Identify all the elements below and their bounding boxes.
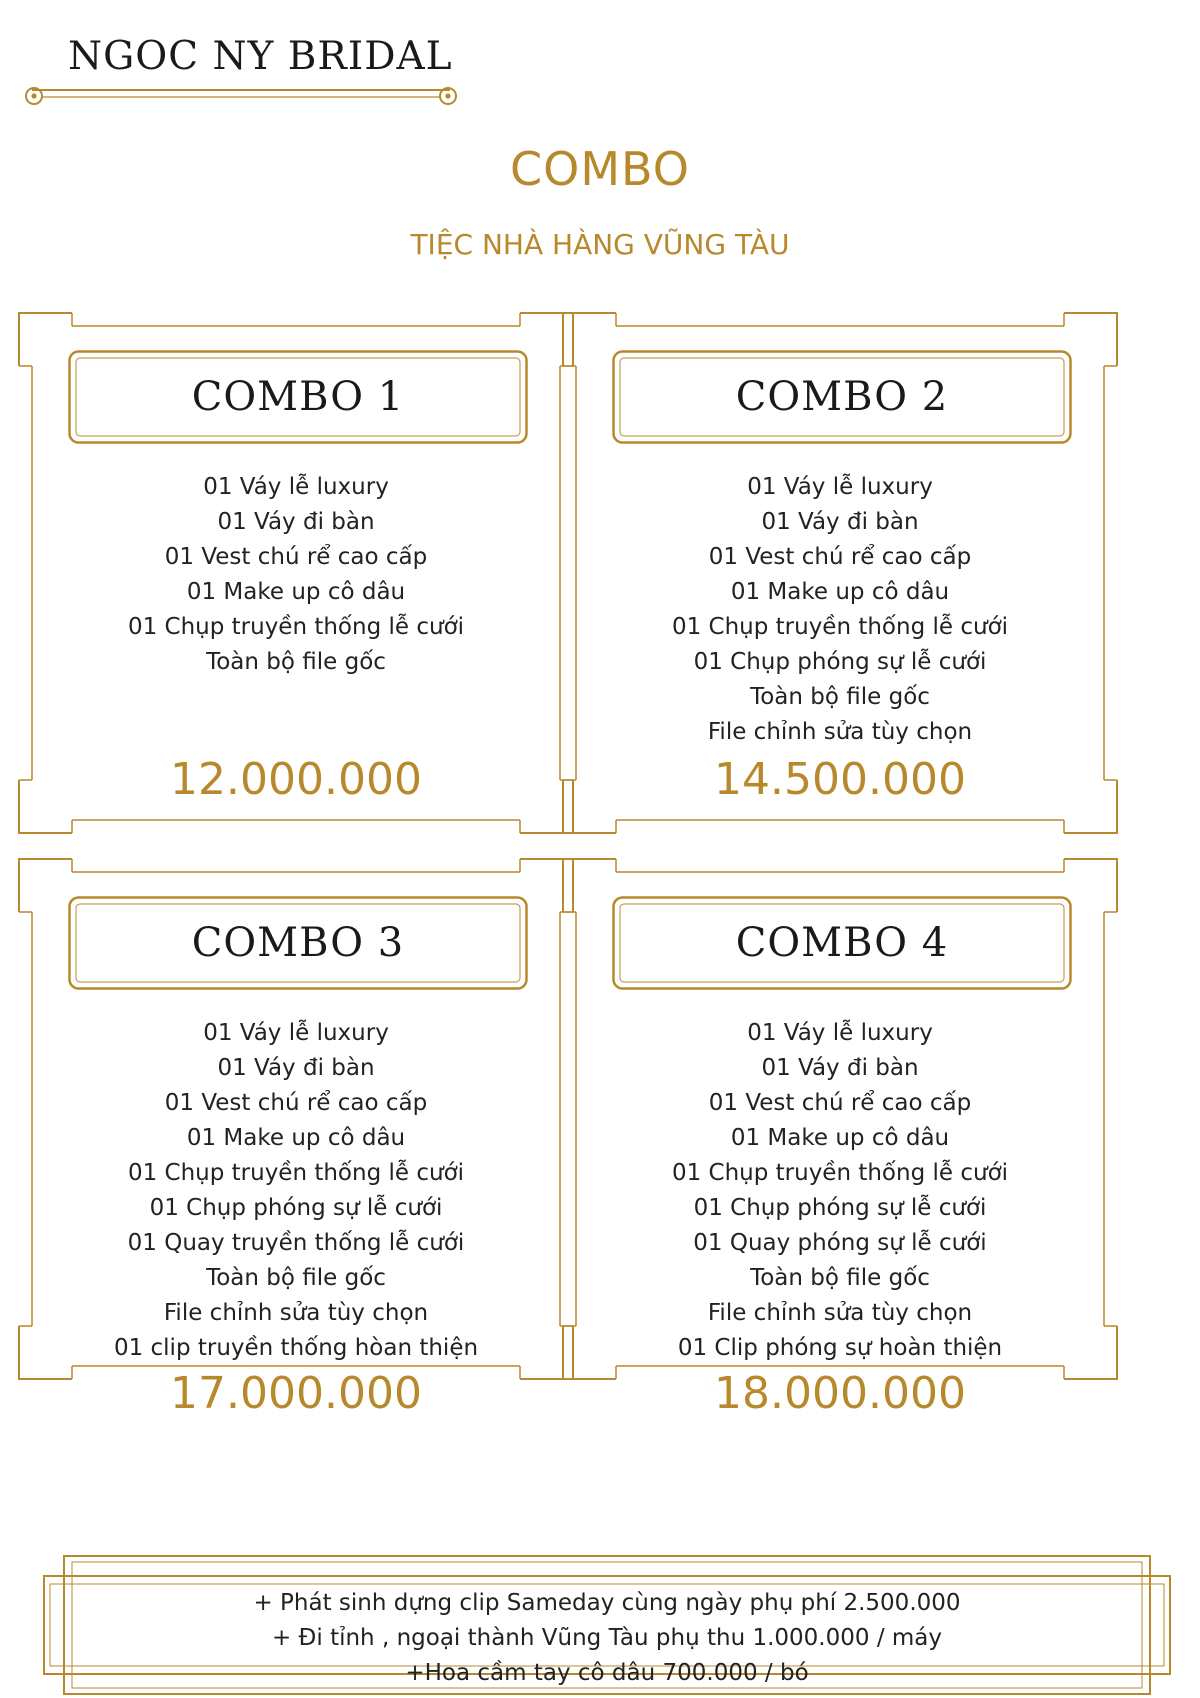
combo-item: 01 Váy đi bàn bbox=[217, 509, 375, 535]
combo-card-1 bbox=[18, 312, 574, 880]
combo-item: 01 Chụp truyền thống lễ cưới bbox=[671, 1160, 1009, 1186]
combo-item: 01 Váy đi bàn bbox=[217, 1055, 375, 1081]
combo-item: 01 Váy đi bàn bbox=[761, 509, 919, 535]
combo-item: File chỉnh sửa tùy chọn bbox=[163, 1300, 429, 1326]
combo-title: COMBO 2 bbox=[735, 374, 949, 420]
combo-item: 01 Make up cô dâu bbox=[730, 1125, 950, 1151]
combo-item: 01 Vest chú rể cao cấp bbox=[708, 1090, 972, 1116]
combo-price: 12.000.000 bbox=[170, 754, 422, 805]
combo-title-box bbox=[68, 350, 528, 444]
combo-item: 01 Make up cô dâu bbox=[730, 579, 950, 605]
combo-item: Toàn bộ file gốc bbox=[206, 1265, 386, 1291]
combo-item: 01 Váy lễ luxury bbox=[747, 474, 933, 500]
combo-title-box bbox=[68, 896, 528, 990]
fee-note: + Phát sinh dựng clip Sameday cùng ngày phụ phí 2.500.000 bbox=[253, 1590, 961, 1616]
extra-fees-list bbox=[42, 1586, 1172, 1691]
combo-item: File chỉnh sửa tùy chọn bbox=[707, 719, 973, 745]
combo-card-3 bbox=[18, 858, 574, 1426]
combo-item: 01 Chụp truyền thống lễ cưới bbox=[127, 1160, 465, 1186]
combo-item: 01 Make up cô dâu bbox=[186, 579, 406, 605]
combo-title: COMBO 3 bbox=[191, 920, 405, 966]
combo-price: 18.000.000 bbox=[714, 1368, 966, 1419]
page-subtitle: TIỆC NHÀ HÀNG VŨNG TÀU bbox=[410, 228, 790, 261]
combo-item: 01 Chụp phóng sự lễ cưới bbox=[149, 1195, 443, 1221]
combo-item: 01 Vest chú rể cao cấp bbox=[164, 1090, 428, 1116]
combo-price: 14.500.000 bbox=[714, 754, 966, 805]
combo-title-box bbox=[612, 896, 1072, 990]
combo-item: 01 Váy đi bàn bbox=[761, 1055, 919, 1081]
combo-item: Toàn bộ file gốc bbox=[206, 649, 386, 675]
combo-item: 01 Quay phóng sự lễ cưới bbox=[693, 1230, 987, 1256]
combo-item: 01 clip truyền thống hòan thiện bbox=[113, 1335, 479, 1361]
combo-item: Toàn bộ file gốc bbox=[750, 684, 930, 710]
combo-items-list bbox=[18, 1016, 574, 1366]
combo-item: File chỉnh sửa tùy chọn bbox=[707, 1300, 973, 1326]
combo-item: 01 Vest chú rể cao cấp bbox=[164, 544, 428, 570]
combo-title-box bbox=[612, 350, 1072, 444]
combo-item: 01 Clip phóng sự hoàn thiện bbox=[677, 1335, 1003, 1361]
combo-item: 01 Chụp phóng sự lễ cưới bbox=[693, 1195, 987, 1221]
combo-items-list bbox=[562, 1016, 1118, 1366]
combo-item: 01 Quay truyền thống lễ cưới bbox=[127, 1230, 465, 1256]
combo-item: 01 Váy lễ luxury bbox=[203, 1020, 389, 1046]
combo-items-list bbox=[562, 470, 1118, 750]
page-title: COMBO bbox=[510, 142, 690, 196]
combo-title: COMBO 4 bbox=[735, 920, 949, 966]
combo-card-2 bbox=[562, 312, 1118, 880]
brand-ornament-rule bbox=[20, 86, 462, 110]
combo-item: 01 Chụp truyền thống lễ cưới bbox=[127, 614, 465, 640]
combo-item: 01 Chụp truyền thống lễ cưới bbox=[671, 614, 1009, 640]
fee-note: +Hoa cầm tay cô dâu 700.000 / bó bbox=[405, 1660, 809, 1686]
combo-item: 01 Vest chú rể cao cấp bbox=[708, 544, 972, 570]
combo-title: COMBO 1 bbox=[191, 374, 405, 420]
extra-fees-box bbox=[42, 1554, 1172, 1696]
combo-items-list bbox=[18, 470, 574, 680]
combo-price: 17.000.000 bbox=[170, 1368, 422, 1419]
fee-note: + Đi tỉnh , ngoại thành Vũng Tàu phụ thu 1.000.000 / máy bbox=[271, 1625, 943, 1651]
combo-item: 01 Váy lễ luxury bbox=[203, 474, 389, 500]
combo-item: 01 Make up cô dâu bbox=[186, 1125, 406, 1151]
combo-item: 01 Chụp phóng sự lễ cưới bbox=[693, 649, 987, 675]
combo-item: 01 Váy lễ luxury bbox=[747, 1020, 933, 1046]
brand-logo-text: NGOC NY BRIDAL bbox=[68, 34, 453, 79]
combo-item: Toàn bộ file gốc bbox=[750, 1265, 930, 1291]
combo-card-4 bbox=[562, 858, 1118, 1426]
